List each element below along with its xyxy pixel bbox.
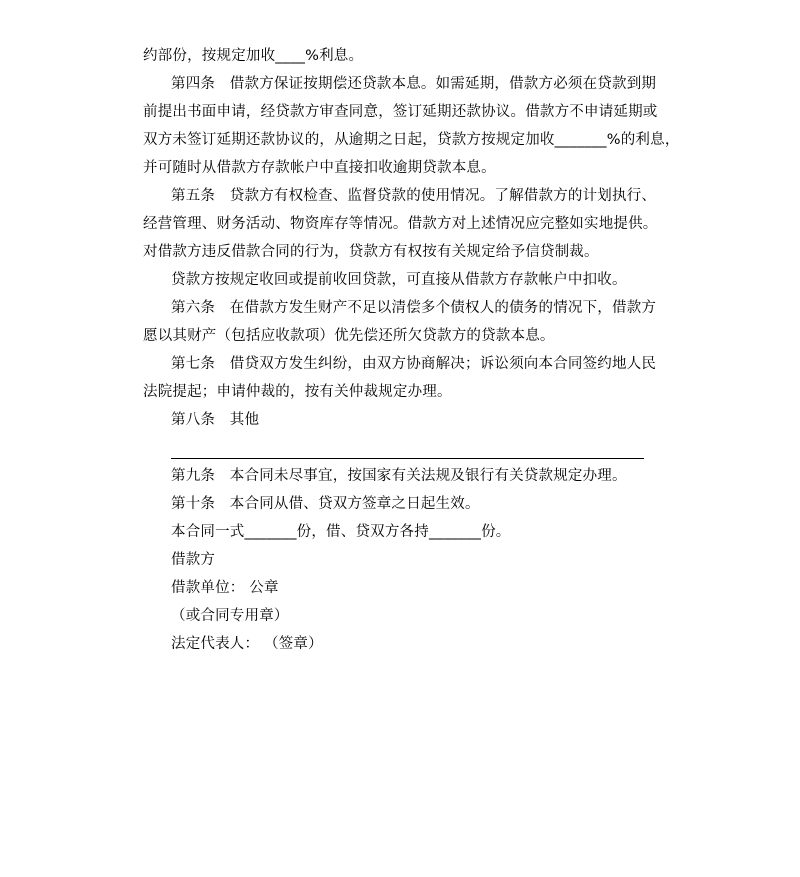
copies-line: 本合同一式_______份，借、贷双方各持_______份。 [171, 524, 511, 540]
borrower-unit-line: 借款单位： 公章 [171, 580, 279, 596]
article-7-line-1: 第七条 借贷双方发生纠纷，由双方协商解决；诉讼须向本合同签约地人民 [171, 356, 657, 372]
article-5-line-4: 贷款方按规定收回或提前收回贷款，可直接从借款方存款帐户中扣收。 [171, 272, 627, 288]
article-6-line-1: 第六条 在借款方发生财产不足以清偿多个债权人的债务的情况下，借款方 [171, 300, 657, 316]
legal-representative-line: 法定代表人： （签章） [171, 636, 323, 652]
borrower-heading: 借款方 [171, 552, 216, 568]
article-4-line-4: 并可随时从借款方存款帐户中直接扣收逾期贷款本息。 [143, 160, 496, 176]
paragraph-line-1: 约部份，按规定加收____%利息。 [143, 48, 364, 64]
article-10-line: 第十条 本合同从借、贷双方签章之日起生效。 [171, 496, 480, 512]
article-9-line: 第九条 本合同未尽事宜，按国家有关法规及银行有关贷款规定办理。 [171, 468, 627, 484]
blank-fill-line [171, 458, 644, 459]
article-5-line-3: 对借款方违反借款合同的行为，贷款方有权按有关规定给予信贷制裁。 [143, 244, 599, 260]
article-5-line-1: 第五条 贷款方有权检查、监督贷款的使用情况。了解借款方的计划执行、 [171, 188, 657, 204]
article-8-line: 第八条 其他 [171, 412, 260, 428]
article-4-line-2: 前提出书面申请，经贷款方审查同意，签订延期还款协议。借款方不申请延期或 [143, 104, 658, 120]
article-4-line-1: 第四条 借款方保证按期偿还贷款本息。如需延期，借款方必须在贷款到期 [171, 76, 657, 92]
article-4-line-3: 双方未签订延期还款协议的，从逾期之日起，贷款方按规定加收_______%的利息， [143, 132, 680, 148]
article-7-line-2: 法院提起；申请仲裁的，按有关仲裁规定办理。 [143, 384, 452, 400]
article-5-line-2: 经营管理、财务活动、物资库存等情况。借款方对上述情况应完整如实地提供。 [143, 216, 658, 232]
article-6-line-2: 愿以其财产（包括应收款项）优先偿还所欠贷款方的贷款本息。 [143, 328, 555, 344]
contract-seal-line: （或合同专用章） [171, 608, 289, 624]
